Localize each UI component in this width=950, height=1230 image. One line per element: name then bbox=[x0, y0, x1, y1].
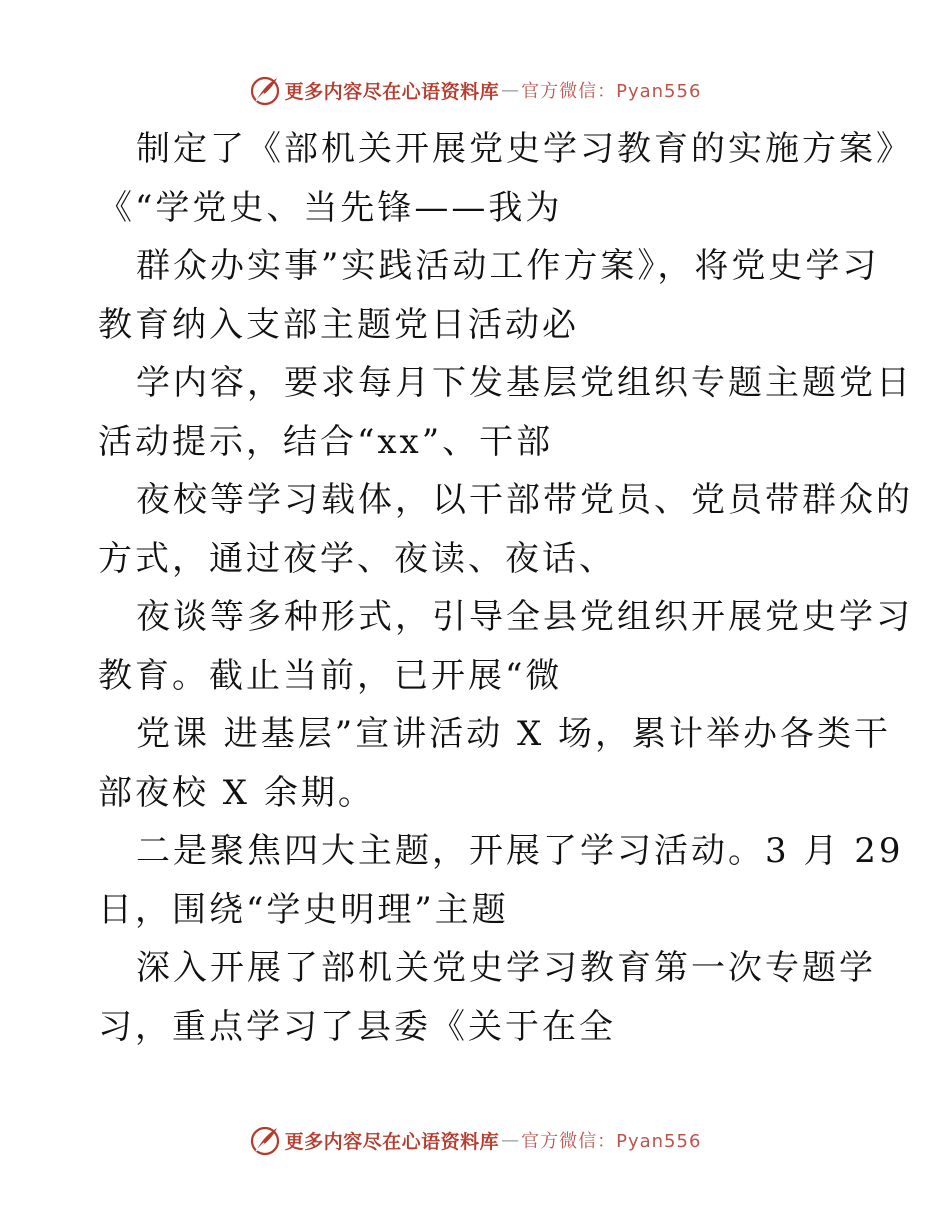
text-line: 夜谈等多种形式，引导全县党组织开展党史学习 bbox=[136, 597, 913, 637]
text-line: 部夜校 X 余期。 bbox=[98, 772, 375, 813]
feather-quill-icon bbox=[249, 1124, 281, 1156]
watermark-separator: — bbox=[501, 1129, 520, 1151]
watermark-contact: 官方微信：Pyan556 bbox=[521, 81, 702, 102]
watermark-contact: 官方微信：Pyan556 bbox=[521, 1131, 702, 1152]
text-line: 夜校等学习载体，以干部带党员、党员带群众的 bbox=[136, 480, 913, 520]
footer-watermark bbox=[0, 1120, 950, 1160]
text-line: 方式，通过夜学、夜读、夜话、 bbox=[98, 538, 616, 579]
watermark-brand: 更多内容尽在心语资料库 bbox=[284, 80, 500, 103]
text-line: 活动提示，结合“xx”、干部 bbox=[98, 421, 554, 462]
text-line: 二是聚焦四大主题，开展了学习活动。3 月 29 bbox=[136, 831, 904, 871]
text-line: 习，重点学习了县委《关于在全 bbox=[98, 1006, 616, 1047]
header-watermark bbox=[0, 70, 950, 110]
feather-quill-icon bbox=[249, 74, 281, 106]
text-line: 《“学党史、当先锋——我为 bbox=[98, 187, 563, 228]
document-body bbox=[98, 120, 913, 1056]
watermark-brand: 更多内容尽在心语资料库 bbox=[284, 1130, 500, 1153]
text-line: 教育。截止当前，已开展“微 bbox=[98, 655, 563, 696]
text-line: 党课 进基层”宣讲活动 X 场，累计举办各类干 bbox=[136, 714, 892, 754]
text-line: 学内容，要求每月下发基层党组织专题主题党日 bbox=[136, 363, 913, 403]
text-line: 深入开展了部机关党史学习教育第一次专题学 bbox=[136, 948, 876, 988]
text-line: 制定了《部机关开展党史学习教育的实施方案》 bbox=[136, 129, 913, 169]
text-line: 群众办实事”实践活动工作方案》，将党史学习 bbox=[136, 246, 880, 286]
watermark-separator: — bbox=[501, 79, 520, 101]
text-line: 日，围绕“学史明理”主题 bbox=[98, 889, 509, 930]
text-line: 教育纳入支部主题党日活动必 bbox=[98, 304, 579, 345]
